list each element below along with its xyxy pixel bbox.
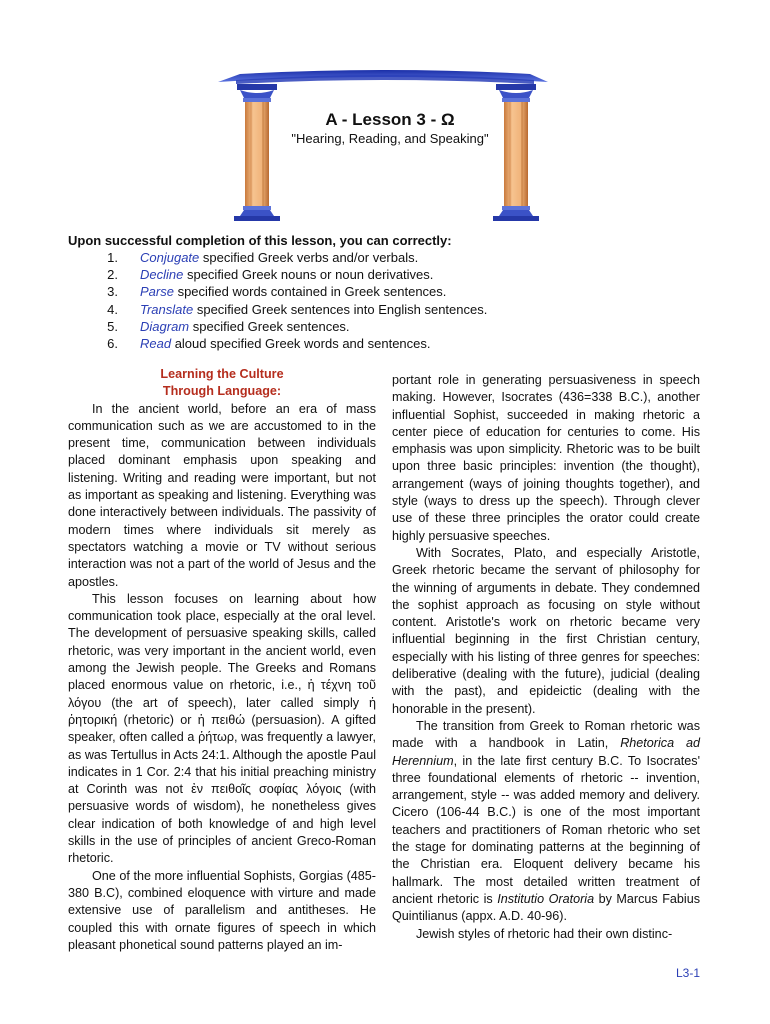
objective-item <box>68 335 708 352</box>
body-paragraph: In the ancient world, before an era of mass communication such as we are accustomed to in the present time, communication between individuals placed dominant emphasis upon speaking and listening. Writing and reading were important, but not as important as speaking and listening. Everything was done interactively between individuals. The passivity of modern times where individuals sit merely as spectators watching a movie or TV without serious interaction was not a part of the world of Jesus and the apostles. <box>68 401 376 589</box>
objective-verb-link[interactable]: Diagram <box>140 318 190 334</box>
objective-item <box>68 283 708 300</box>
objective-text: specified words contained in Greek sentences. <box>173 284 447 300</box>
body-paragraph: This lesson focuses on learning about how communication took place, especially at the oral level. The development of persuasive speaking skills, called rhetoric, was very important in the ancient world, even among the Jewish people. The Greeks and Romans placed enormous value on rhetoric, i.e., ἡ τέχνη τοῦ λόγου (the art of speech), later called simply ἡ ῥητορική (rhetoric) or ἡ πειθώ (persuasion). A gifted speaker, often called a ῥήτωρ, was frequently a lawyer, as was Tertullus in Acts 24:1. Although the apostle Paul indicates in 1 Cor. 2:4 that his initial preaching ministry at Corinth was not ἐν πειθοῖς σοφίας λόγοις (with persuasive words of wisdom), he nonetheless gives clear indication of both knowledge of and high level skills in the use of principles of ancient Greco-Roman rhetoric. <box>68 591 376 866</box>
objective-number: 1. <box>107 250 118 265</box>
objective-number: 3. <box>107 284 118 300</box>
left-column-text <box>68 366 376 954</box>
section-heading-line2: Through Language: <box>162 384 282 399</box>
objective-item <box>68 266 708 283</box>
objective-item <box>68 301 708 318</box>
objective-verb-link[interactable]: Decline <box>140 267 184 283</box>
body-paragraph <box>392 718 700 926</box>
left-column <box>234 84 280 221</box>
objective-number: 6. <box>107 335 118 351</box>
paragraph-text: , in the late first century B.C. To Isocrates' three foundational elements of rhetoric -- invention, arrangement, style -- was added memory and delivery. Cicero (106-44 B.C.) is one of the most important teachers and practitioners of Roman rhetoric who set the stage for dominating patterns at the beginning of the Christian era. Eloquent delivery became his hallmark. The most detailed written treatment of ancient rhetoric is <box>392 753 700 906</box>
objectives-heading: Upon successful completion of this lesson, you can correctly: <box>68 233 452 248</box>
objective-verb-link[interactable]: Conjugate <box>140 250 200 265</box>
paragraph-text: by Marcus Fabius Quintilianus (appx. A.D. 40-96). <box>392 891 700 924</box>
objective-number: 5. <box>107 318 118 334</box>
right-column-text <box>392 372 700 943</box>
section-heading-line1: Learning the Culture <box>160 367 284 381</box>
objective-verb-link[interactable]: Parse <box>140 284 174 300</box>
lesson-title: A - Lesson 3 - Ω <box>325 110 455 129</box>
objective-text: specified Greek verbs and/or verbals. <box>199 250 419 265</box>
body-paragraph: Jewish styles of rhetoric had their own distinc- <box>416 926 673 941</box>
objective-text: specified Greek nouns or noun derivatives. <box>183 267 434 283</box>
objective-item <box>68 249 708 266</box>
objective-verb-link[interactable]: Read <box>140 335 172 351</box>
paragraph-text: The transition from Greek to Roman rhetoric was made with a handbook in Latin, <box>392 718 700 751</box>
page-number: L3-1 <box>676 966 701 980</box>
objective-item <box>68 318 708 335</box>
lesson-subtitle: "Hearing, Reading, and Speaking" <box>291 131 489 146</box>
objective-verb-link[interactable]: Translate <box>140 301 194 317</box>
book-title: Institutio Oratoria <box>497 891 595 906</box>
objective-number: 2. <box>107 267 118 283</box>
body-paragraph: portant role in generating persuasiveness in speech making. However, Isocrates (436=338 B.C.), another influential Sophist, succeeded in making rhetoric a center piece of education for centuries to come. His emphasis was upon simplicity. Rhetoric was to be built upon three basic principles: invention (the thought), arrangement (ways of joining thoughts together), and style (ways to dress up the speech). Through clever use of these three principles the orator could create highly persuasive speeches. <box>392 373 700 543</box>
objectives-section <box>68 233 708 352</box>
objective-text: specified Greek sentences into English sentences. <box>193 301 488 317</box>
body-paragraph: One of the more influential Sophists, Gorgias (485-380 B.C), combined eloquence with virture and made extensive use of parallelism and antitheses. He coupled this with ornate figures of speech in which pleasant phonetical sound patterns played an im- <box>68 868 376 952</box>
objective-number: 4. <box>107 301 118 317</box>
temple-banner <box>0 0 770 235</box>
body-paragraph: With Socrates, Plato, and especially Aristotle, Greek rhetoric became the servant of philosophy for the winning of arguments in debate. They condemned the sophist approach as focusing on style without content. Aristotle's work on rhetoric became very influential beginning in the first Christian century, especially with his listing of three genres for speeches: deliberative (dealing with the future), judicial (dealing with the past), and epideictic (dealing with the honorable in the present). <box>392 545 700 716</box>
objective-text: specified Greek sentences. <box>189 318 350 334</box>
objective-text: aloud specified Greek words and sentences. <box>171 335 431 351</box>
book-title: Rhetorica ad Herennium <box>392 736 701 768</box>
right-column <box>493 84 539 221</box>
